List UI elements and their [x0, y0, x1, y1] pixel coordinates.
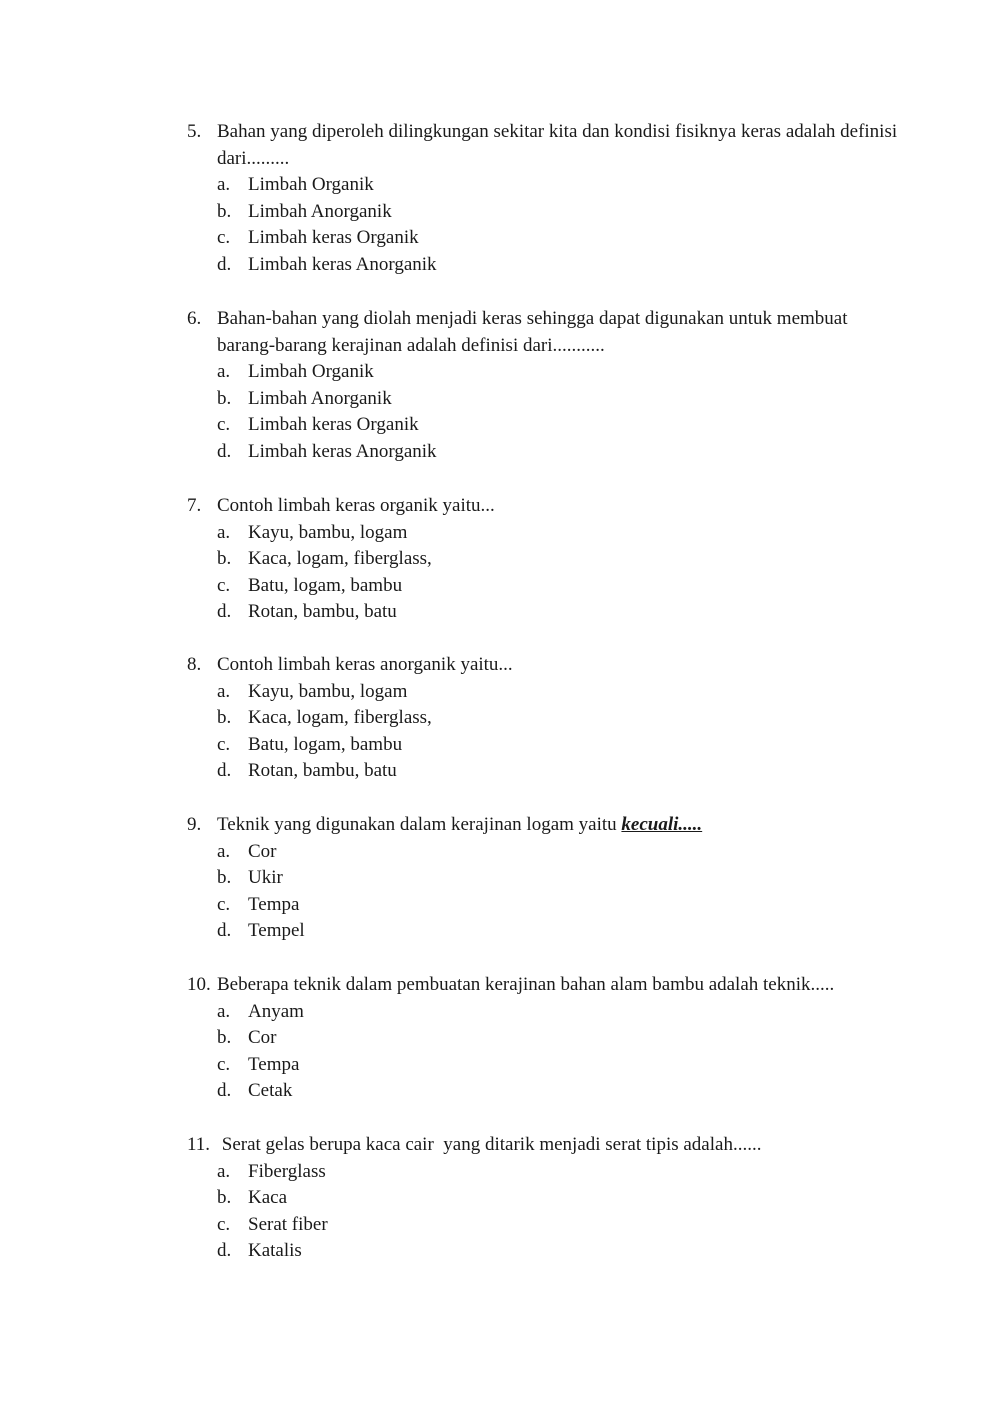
option-b	[187, 199, 907, 226]
option-text: Limbah keras Organik	[248, 227, 419, 249]
option-letter: d.	[217, 601, 232, 623]
option-letter: b.	[217, 548, 232, 570]
option-text: Tempa	[248, 893, 300, 915]
question-text: Contoh limbah keras anorganik yaitu...	[217, 654, 513, 675]
option-text: Katalis	[248, 1240, 302, 1262]
option-text: Kayu, bambu, logam	[248, 521, 408, 543]
option-text: Batu, logam, bambu	[248, 733, 403, 755]
option-letter: d.	[217, 1240, 232, 1262]
question-number: 7.	[187, 495, 202, 516]
option-letter: b.	[217, 200, 232, 222]
question-text: Contoh limbah keras organik yaitu...	[217, 495, 495, 516]
question-emphasis: kecuali.....	[621, 814, 703, 835]
option-text: Limbah Anorganik	[248, 200, 392, 222]
question-number: 10.	[187, 974, 211, 995]
question-text: Bahan yang diperoleh dilingkungan sekitar kita dan kondisi fisiknya keras adalah definisi dari.........	[217, 121, 898, 169]
option-letter: a.	[217, 680, 231, 702]
option-letter: a.	[217, 174, 231, 196]
option-text: Limbah keras Anorganik	[248, 440, 437, 462]
option-a	[187, 679, 907, 706]
option-letter: b.	[217, 1027, 232, 1049]
option-text: Limbah keras Organik	[248, 414, 419, 436]
option-a	[187, 999, 907, 1026]
option-text: Anyam	[248, 1000, 304, 1022]
option-letter: b.	[217, 867, 232, 889]
option-d	[187, 918, 907, 945]
option-a	[187, 839, 907, 866]
option-d	[187, 1238, 907, 1265]
question-number: 9.	[187, 814, 202, 835]
option-b	[187, 1025, 907, 1052]
option-letter: b.	[217, 387, 232, 409]
option-a	[187, 1159, 907, 1186]
option-letter: a.	[217, 840, 231, 862]
option-list	[187, 520, 907, 626]
question-11	[187, 1132, 907, 1265]
option-text: Batu, logam, bambu	[248, 574, 403, 596]
option-text: Kaca, logam, fiberglass,	[248, 548, 432, 570]
question-text: Beberapa teknik dalam pembuatan kerajinan bahan alam bambu adalah teknik.....	[217, 974, 835, 995]
option-b	[187, 546, 907, 573]
option-letter: a.	[217, 521, 231, 543]
question-text: Bahan-bahan yang diolah menjadi keras sehingga dapat digunakan untuk membuat barang-barang kerajinan adalah definisi dari...........	[217, 308, 848, 356]
option-text: Limbah Organik	[248, 174, 374, 196]
option-letter: a.	[217, 1000, 231, 1022]
option-c	[187, 1052, 907, 1079]
option-list	[187, 359, 907, 465]
option-a	[187, 520, 907, 547]
option-b	[187, 1185, 907, 1212]
option-text: Limbah Anorganik	[248, 387, 392, 409]
question-7	[187, 493, 907, 626]
question-text-main: Teknik yang digunakan dalam kerajinan logam yaitu	[217, 814, 622, 835]
question-number: 8.	[187, 654, 202, 675]
question-8	[187, 652, 907, 785]
option-d	[187, 252, 907, 279]
option-text: Rotan, bambu, batu	[248, 601, 397, 623]
option-d	[187, 758, 907, 785]
option-text: Cor	[248, 840, 277, 862]
option-list	[187, 1159, 907, 1265]
question-number: 6.	[187, 308, 202, 329]
option-a	[187, 359, 907, 386]
option-list	[187, 999, 907, 1105]
option-c	[187, 225, 907, 252]
option-letter: a.	[217, 361, 231, 383]
option-c	[187, 732, 907, 759]
option-letter: c.	[217, 1213, 231, 1235]
option-text: Limbah Organik	[248, 361, 374, 383]
option-list	[187, 839, 907, 945]
option-a	[187, 172, 907, 199]
option-text: Fiberglass	[248, 1160, 326, 1182]
option-text: Limbah keras Anorganik	[248, 253, 437, 275]
option-letter: c.	[217, 227, 231, 249]
question-5	[187, 119, 907, 279]
question-6	[187, 306, 907, 466]
option-text: Tempa	[248, 1053, 300, 1075]
option-c	[187, 412, 907, 439]
option-letter: d.	[217, 253, 232, 275]
option-d	[187, 1078, 907, 1105]
option-letter: c.	[217, 1053, 231, 1075]
question-9	[187, 812, 907, 945]
option-letter: d.	[217, 920, 232, 942]
option-letter: d.	[217, 1080, 232, 1102]
option-list	[187, 172, 907, 278]
option-text: Kayu, bambu, logam	[248, 680, 408, 702]
option-c	[187, 892, 907, 919]
option-c	[187, 573, 907, 600]
option-text: Ukir	[248, 867, 283, 889]
option-letter: c.	[217, 574, 231, 596]
question-number: 5.	[187, 121, 202, 142]
option-letter: b.	[217, 707, 232, 729]
option-text: Cor	[248, 1027, 277, 1049]
option-d	[187, 599, 907, 626]
option-letter: a.	[217, 1160, 231, 1182]
option-letter: c.	[217, 414, 231, 436]
option-text: Kaca, logam, fiberglass,	[248, 707, 432, 729]
option-letter: d.	[217, 760, 232, 782]
option-text: Tempel	[248, 920, 305, 942]
option-letter: b.	[217, 1187, 232, 1209]
question-number: 11.	[187, 1134, 211, 1155]
option-letter: c.	[217, 893, 231, 915]
question-text: Serat gelas berupa kaca cair yang ditarik menjadi serat tipis adalah......	[217, 1134, 762, 1155]
option-text: Serat fiber	[248, 1213, 328, 1235]
option-letter: c.	[217, 733, 231, 755]
question-10	[187, 972, 907, 1105]
question-text	[217, 812, 907, 839]
option-text: Kaca	[248, 1187, 288, 1209]
option-list	[187, 679, 907, 785]
option-b	[187, 386, 907, 413]
option-b	[187, 865, 907, 892]
option-b	[187, 705, 907, 732]
option-letter: d.	[217, 440, 232, 462]
option-text: Rotan, bambu, batu	[248, 760, 397, 782]
option-c	[187, 1212, 907, 1239]
option-d	[187, 439, 907, 466]
option-text: Cetak	[248, 1080, 293, 1102]
